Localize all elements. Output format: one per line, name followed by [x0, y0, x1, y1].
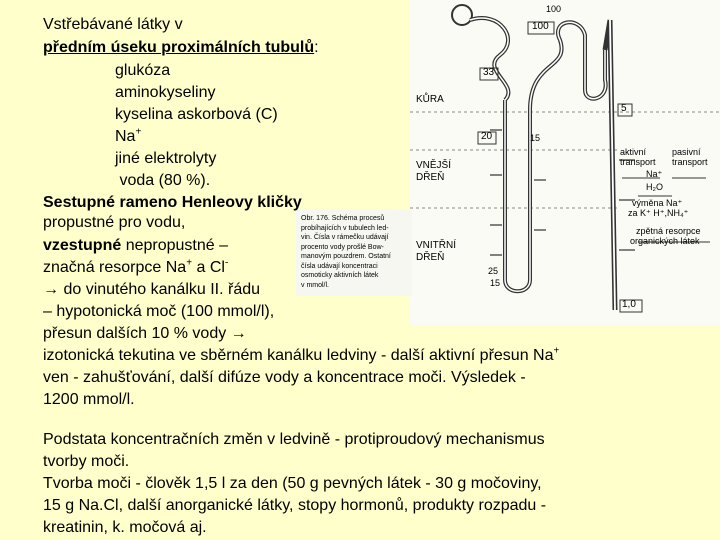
- legend-pasivni: pasivní: [672, 147, 701, 157]
- zone-vnejsi-2: DŘEŇ: [416, 172, 445, 183]
- proximal-tubule-heading: předním úseku proximálních tubulů: [43, 39, 315, 56]
- value-25: 25: [488, 266, 499, 276]
- caption-line: Obr. 176. Schéma procesů: [301, 215, 385, 222]
- text-tvorba-moci: Tvorba moči - člověk 1,5 l za den (50 g pevných látek - 30 g močoviny,: [43, 475, 542, 492]
- vzestupne-bold: vzestupné: [43, 237, 122, 254]
- legend-aktivni: aktivní: [620, 147, 647, 157]
- item-glukoza: glukóza: [115, 62, 171, 79]
- izo-text: izotonická tekutina ve sběrném kanálku ledviny - další aktivní přesun Na: [43, 347, 554, 364]
- nephron-diagram: [410, 0, 720, 325]
- zone-vnejsi: VNĚJŠÍ: [416, 160, 452, 171]
- item-elektrolyty: jiné elektrolyty: [115, 150, 217, 167]
- value-15-box: 15: [530, 133, 541, 143]
- item-voda: voda (80 %).: [115, 172, 211, 189]
- caption-line: procento vody prošlé Bow-: [301, 243, 384, 251]
- izo-sup: +: [553, 345, 560, 357]
- text-tvorby: tvorby moči.: [43, 453, 130, 470]
- caption-line: čísla udávají koncentraci: [301, 262, 378, 270]
- caption-line: v mmol/l.: [301, 281, 329, 289]
- legend-transport: transport: [620, 157, 656, 167]
- value-15: 15: [490, 278, 501, 288]
- box-5: 5: [621, 103, 627, 114]
- text-ven-line: ven - zahušťování, další difúze vody a koncentrace moči. Výsledek -: [43, 369, 526, 386]
- caption-line: vin. Čísla v rámečku udávají: [301, 234, 389, 241]
- text-presun-line: přesun dalších 10 % vody →: [43, 325, 247, 342]
- legend-h2o: H₂O: [646, 182, 663, 192]
- caption-line: osmoticky aktivních látek: [301, 272, 379, 279]
- legend-za: za K⁺ H⁺,NH₄⁺: [628, 208, 689, 218]
- text-propustne: propustné pro vodu,: [43, 214, 186, 231]
- text-arrow-line: → do vinutého kanálku II. řádu: [43, 281, 261, 298]
- text-podstata: Podstata koncentračních změn v ledvině - protiproudový mechanismus: [43, 431, 545, 448]
- item-na: [115, 128, 141, 147]
- box-100: 100: [532, 21, 549, 32]
- zone-vnitrni-2: DŘEŇ: [416, 252, 445, 263]
- text-hypo-line: – hypotonická moč (100 mmol/l),: [43, 303, 275, 320]
- caption-line: probíhajících v tubulech led-: [301, 224, 389, 232]
- box-1-0: 1,0: [622, 299, 636, 310]
- legend-zpetna: zpětná resorpce: [636, 226, 701, 236]
- cl-text: a Cl: [192, 259, 225, 276]
- text-line-1: Vstřebávané látky v: [43, 16, 183, 33]
- text-kreatinin: kreatinin, k. močová aj.: [43, 519, 207, 536]
- text-vzestupne-line: [43, 237, 228, 256]
- figure-caption: [296, 210, 412, 296]
- henle-heading: Sestupné rameno Henleovy kličky: [43, 194, 302, 211]
- caption-line: manovým pouzdrem. Ostatní: [301, 253, 391, 260]
- zone-vnitrni: VNITŘNÍ: [416, 240, 456, 251]
- nepropustne: nepropustné –: [121, 237, 228, 254]
- legend-vymena: výměna Na⁺: [632, 198, 683, 208]
- item-aminokyseliny: aminokyseliny: [115, 84, 216, 101]
- value-100: 100: [546, 4, 562, 14]
- zone-kura: KŮRA: [416, 94, 444, 105]
- text-nacl: 15 g Na.Cl, další anorganické látky, stopy hormonů, produkty rozpadu -: [43, 497, 547, 514]
- resorpce-sup: +: [186, 257, 193, 269]
- na-text: Na: [115, 128, 136, 145]
- text-line-2: [43, 39, 319, 58]
- na-sup: +: [135, 126, 142, 138]
- text-resorpce-line: [43, 259, 228, 278]
- resorpce-text: značná resorpce Na: [43, 259, 187, 276]
- item-kyselina: kyselina askorbová (C): [115, 106, 278, 123]
- legend-organ: organických látek: [630, 236, 700, 246]
- box-33: 33: [483, 67, 495, 78]
- colon: :: [314, 39, 319, 56]
- box-20: 20: [481, 131, 493, 142]
- legend-na: Na⁺: [646, 169, 663, 179]
- legend-transport-2: transport: [672, 157, 708, 167]
- cl-sup: -: [224, 257, 229, 269]
- text-1200-line: 1200 mmol/l.: [43, 391, 135, 408]
- text-izo-line: [43, 347, 559, 366]
